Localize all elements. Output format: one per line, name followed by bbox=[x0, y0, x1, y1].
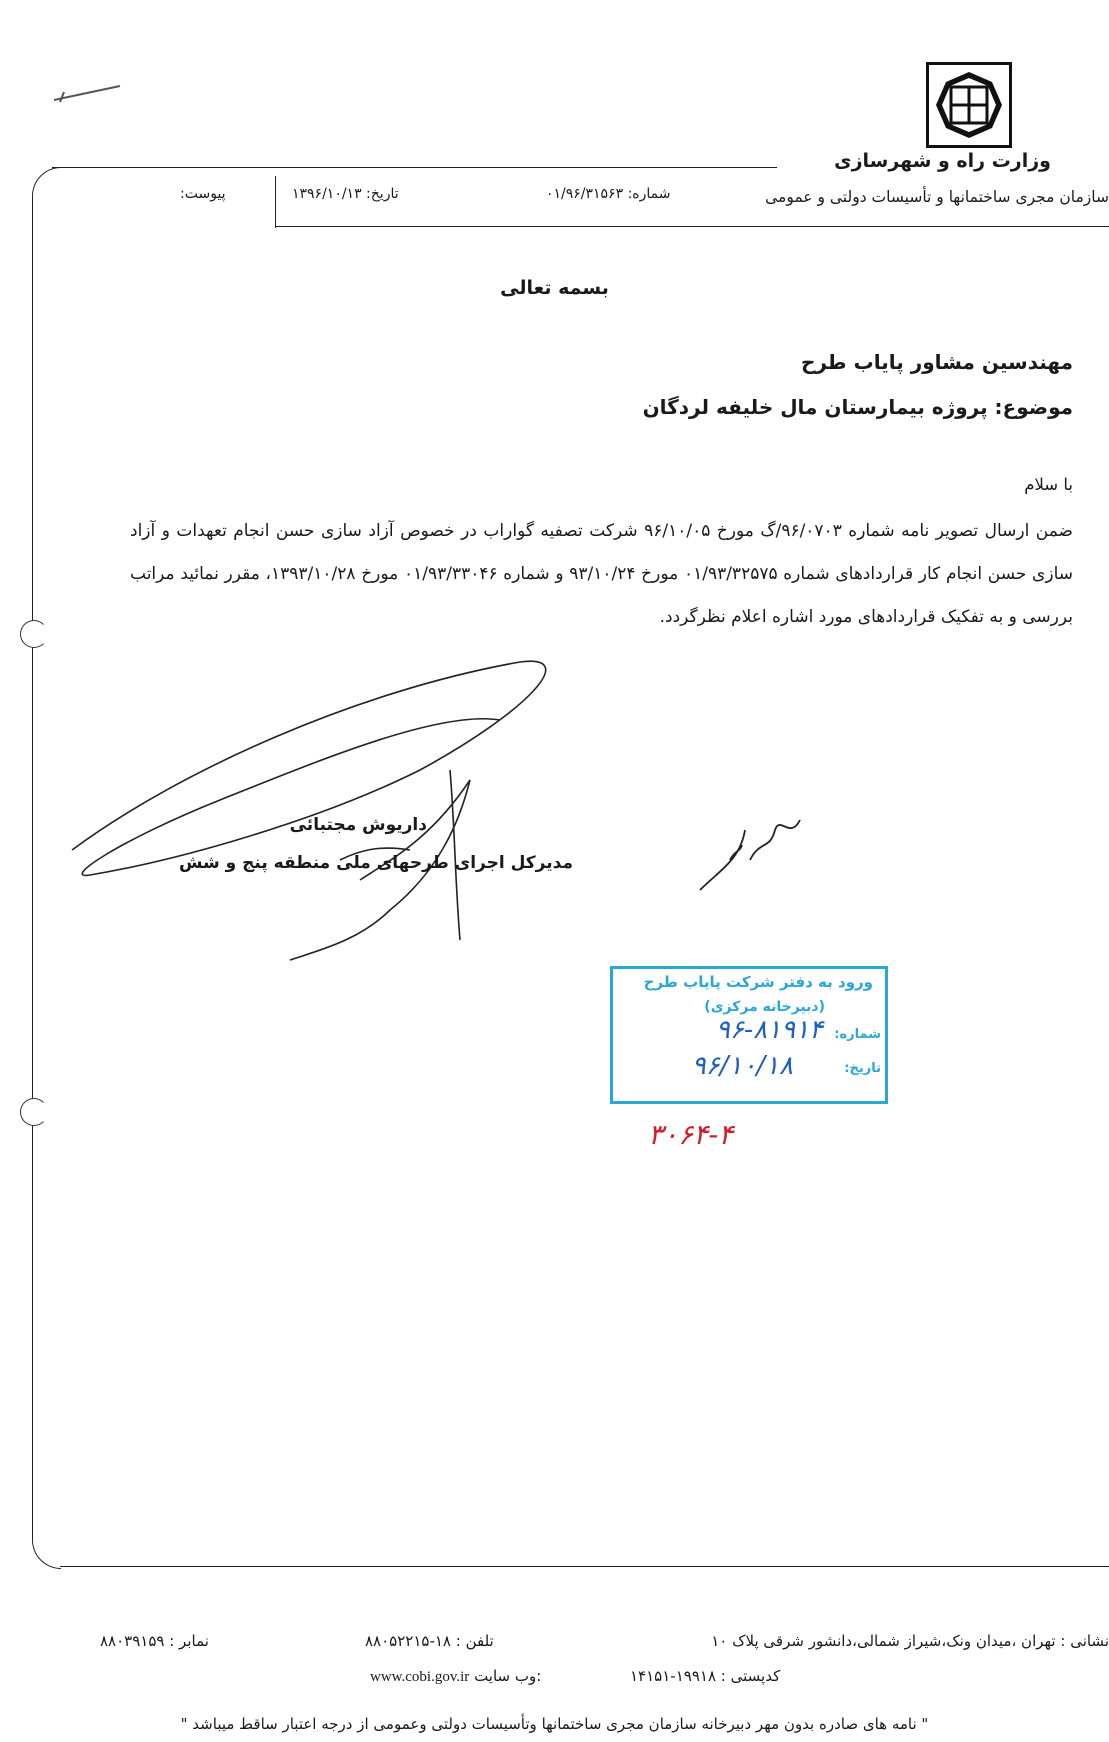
handwritten-signature bbox=[60, 650, 580, 970]
stamp-subheading: (دبیرخانه مرکزی) bbox=[704, 999, 825, 1015]
signer-title: مدیرکل اجرای طرحهای ملی منطقه پنج و شش bbox=[178, 853, 573, 873]
stamp-date-label: تاریخ: bbox=[844, 1061, 881, 1076]
stamp-heading: ورود به دفتر شرکت پایاب طرح bbox=[643, 973, 873, 991]
ministry-name: وزارت راه و شهرسازی bbox=[834, 150, 1051, 172]
website-url[interactable]: www.cobi.gov.ir bbox=[370, 1669, 470, 1685]
footer-postal: کدپستی : ۱۹۹۱۸-۱۴۱۵۱ bbox=[630, 1667, 781, 1685]
letter-number-label: شماره: bbox=[627, 186, 671, 202]
letterhead-bottom-rule bbox=[60, 1566, 1109, 1567]
punch-hole-icon bbox=[20, 1098, 48, 1126]
attachment-label: پیوست: bbox=[180, 186, 226, 202]
recipient: مهندسین مشاور پایاب طرح bbox=[800, 350, 1073, 374]
footer-address: نشانی : تهران ،میدان ونک،شیراز شمالی،دانشور شرقی پلاک ۱۰ bbox=[711, 1632, 1109, 1650]
attachment-field bbox=[180, 186, 226, 202]
organization-name: سازمان مجری ساختمانها و تأسیسات دولتی و عمومی bbox=[765, 188, 1109, 206]
initials-mark bbox=[690, 800, 810, 900]
letterhead-top-rule bbox=[52, 167, 777, 168]
greeting: با سلام bbox=[1024, 475, 1073, 494]
letter-date bbox=[292, 186, 399, 202]
footer-phone: تلفن : ۱۸-۸۸۰۵۲۲۱۵ bbox=[365, 1632, 494, 1650]
red-annotation: ۳۰۶۴-۴ bbox=[648, 1118, 734, 1151]
footer-fax: نمابر : ۸۸۰۳۹۱۵۹ bbox=[100, 1632, 209, 1650]
stamp-number-label: شماره: bbox=[834, 1027, 881, 1042]
letterhead-header-rule bbox=[275, 226, 1109, 227]
stamp-number-value: ۹۶-۸۱۹۱۴ bbox=[715, 1015, 823, 1045]
website-label: وب سایت: bbox=[474, 1667, 542, 1685]
stamp-date-value: ۹۶/۱۰/۱۸ bbox=[691, 1051, 793, 1081]
staple-mark bbox=[52, 80, 122, 110]
subject: موضوع: پروژه بیمارستان مال خلیفه لردگان bbox=[642, 395, 1073, 419]
bismillah: بسمه تعالی bbox=[500, 277, 609, 299]
letter-date-value: ۱۳۹۶/۱۰/۱۳ bbox=[292, 186, 362, 202]
reception-stamp bbox=[610, 966, 888, 1104]
letterhead-left-border bbox=[32, 167, 61, 1569]
ministry-logo bbox=[926, 62, 1012, 148]
letter-date-label: تاریخ: bbox=[366, 186, 399, 202]
footer-note: " نامه های صادره بدون مهر دبیرخانه سازمان مجری ساختمانها وتأسیسات دولتی وعمومی از درجه اعتبار ساقط میباشد " bbox=[180, 1715, 929, 1733]
punch-hole-icon bbox=[20, 620, 48, 648]
letterhead-divider bbox=[275, 176, 276, 228]
footer-website bbox=[370, 1667, 541, 1686]
letter-number bbox=[546, 186, 670, 202]
signer-name: داریوش مجتبائی bbox=[289, 815, 427, 835]
letter-body: ضمن ارسال تصویر نامه شماره ۹۶/۰۷۰۳/گ مورخ ۹۶/۱۰/۰۵ شرکت تصفیه گواراب در خصوص آزاد سازی حسن انجام تعهدات و آزاد سازی حسن انجام کار قراردادهای شماره ۰۱/۹۳/۳۲۵۷۵ مورخ ۹۳/۱۰/۲۴ و شماره ۰۱/۹۳/۳۳۰۴۶ مورخ ۱۳۹۳/۱۰/۲۸، مقرر نمائید مراتب بررسی و به تفکیک قراردادهای مورد اشاره اعلام نظرگردد. bbox=[130, 521, 1073, 627]
letter-number-value: ۰۱/۹۶/۳۱۵۶۳ bbox=[546, 186, 624, 202]
